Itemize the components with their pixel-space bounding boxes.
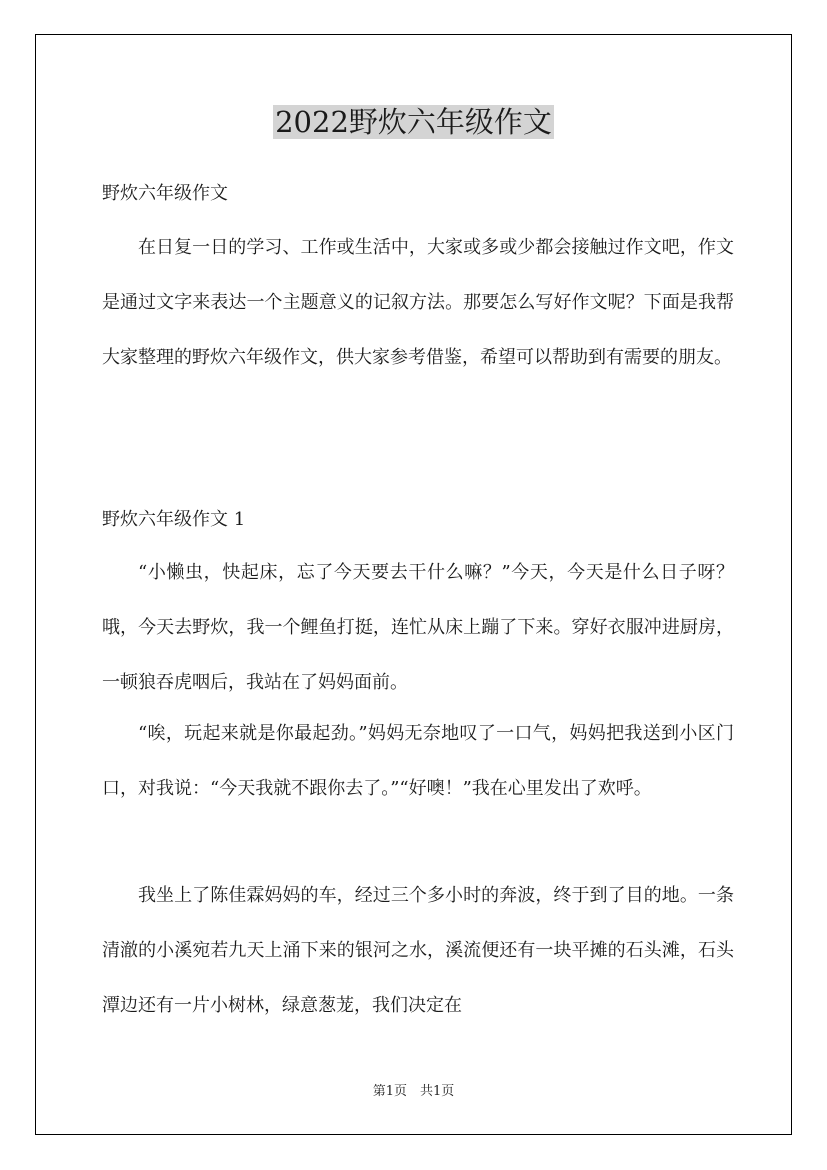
page-footer [0, 1083, 827, 1101]
intro-paragraph: 在日复一日的学习、工作或生活中，大家或多或少都会接触过作文吧，作文是通过文字来表达一个主题意义的记叙方法。那要怎么写好作文呢？下面是我帮大家整理的野炊六年级作文，供大家参考借鉴，希望可以帮助到有需要的朋友。 [102, 237, 734, 368]
body-paragraph-3: 我坐上了陈佳霖妈妈的车，经过三个多小时的奔波，终于到了目的地。一条清澈的小溪宛若九天上涌下来的银河之水，溪流便还有一块平摊的石头滩，石头潭边还有一片小树林，绿意葱茏，我们决定在 [102, 885, 734, 1016]
intro-heading: 野炊六年级作文 [102, 183, 228, 204]
document-title-text: 2022野炊六年级作文 [275, 105, 552, 139]
document-title [0, 102, 827, 142]
body-paragraph-1: “小懒虫，快起床，忘了今天要去干什么嘛？”今天，今天是什么日子呀？哦，今天去野炊，我一个鲤鱼打挺，连忙从床上蹦了下来。穿好衣服冲进厨房，一顿狼吞虎咽后，我站在了妈妈面前。 [102, 562, 734, 693]
body-paragraph-2: “唉，玩起来就是你最起劲。”妈妈无奈地叹了一口气，妈妈把我送到小区门口，对我说：“今天我就不跟你去了。”“好噢！”我在心里发出了欢呼。 [102, 723, 734, 799]
section-heading: 野炊六年级作文 1 [102, 509, 246, 530]
page-number-label: 第1页 共1页 [372, 1084, 455, 1099]
